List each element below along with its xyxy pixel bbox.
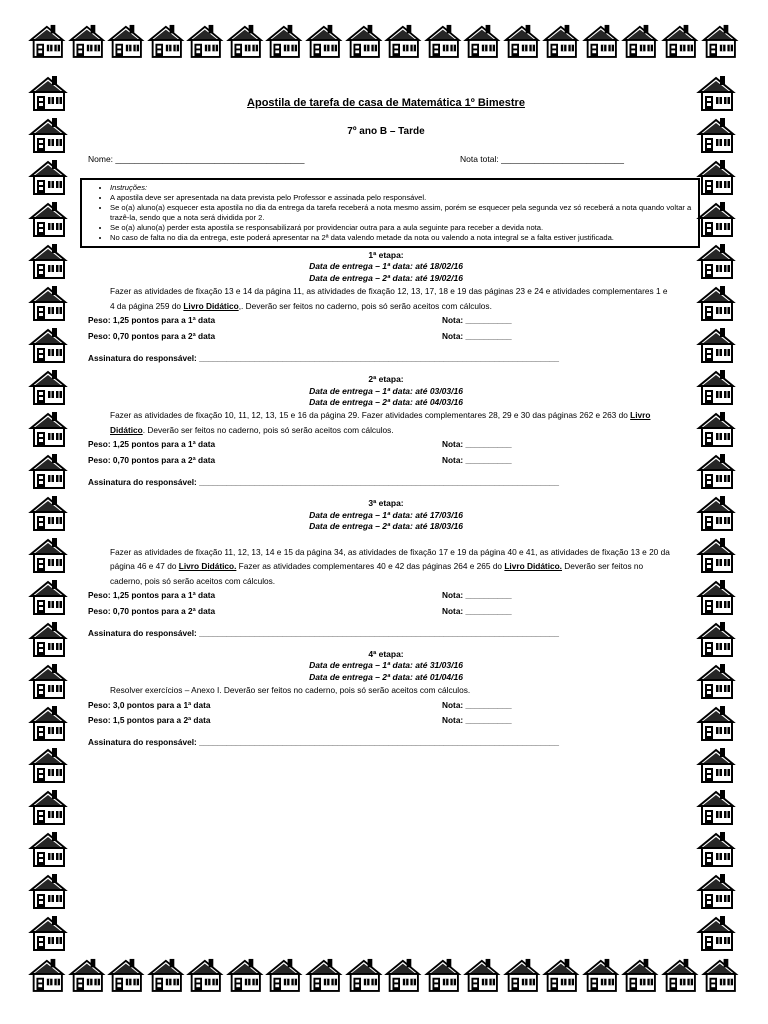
stage-title: 2ª etapa: (368, 374, 404, 385)
grade-field[interactable]: Nota: __________ (442, 605, 512, 616)
stage-2 (88, 374, 684, 488)
house-icon (28, 702, 70, 742)
house-icon (28, 240, 70, 280)
house-icon (696, 324, 738, 364)
stage-date-2: Data de entrega – 2ª data: até 19/02/16 (309, 272, 463, 283)
stage-description: Fazer as atividades de fixação 11, 12, 13, 14 e 15 da página 34, as atividades de fixação 17 e 19 da página 40 e 41, as atividades de fixação 13 e 20 da página 46 e 47 do Livro Didático. Fazer as atividades complementares 40 e 42 das páginas 264 e 265 do Livro Didático. Deverão ser feitos no caderno, pois só serão aceitos com cálculos. (110, 546, 670, 586)
house-icon (701, 954, 741, 994)
weight-row-1: Peso: 3,0 pontos para a 1ª data Nota: __________ (88, 698, 684, 714)
stage-title: 3ª etapa: (368, 498, 404, 509)
house-icon (28, 618, 70, 658)
house-icon (28, 870, 70, 910)
house-icon (107, 20, 147, 60)
stage-date-2: Data de entrega – 2ª data: até 18/03/16 (309, 521, 463, 532)
weight-row-2: Peso: 0,70 pontos para a 2ª data Nota: __________ (88, 329, 684, 345)
stage-1 (88, 250, 684, 364)
stage-4 (88, 649, 684, 749)
house-icon (28, 744, 70, 784)
stage-date-2: Data de entrega – 2ª data: até 04/03/16 (309, 396, 463, 407)
house-icon (28, 20, 68, 60)
house-icon (28, 912, 70, 952)
house-icon (621, 20, 661, 60)
house-icon (696, 702, 738, 742)
house-icon (147, 20, 187, 60)
weight-row-2: Peso: 1,5 pontos para a 2ª data Nota: __________ (88, 713, 684, 729)
house-icon (696, 870, 738, 910)
house-icon (696, 72, 738, 112)
house-icon (28, 408, 70, 448)
house-icon (28, 492, 70, 532)
house-icon (28, 366, 70, 406)
house-icon (107, 954, 147, 994)
house-icon (696, 744, 738, 784)
weight-row-1: Peso: 1,25 pontos para a 1ª data Nota: __________ (88, 588, 684, 604)
house-icon (696, 282, 738, 322)
grade-field[interactable]: Nota: __________ (442, 331, 512, 342)
house-icon (696, 198, 738, 238)
house-icon (621, 954, 661, 994)
grade-field[interactable]: Nota: __________ (442, 455, 512, 466)
house-icon (28, 114, 70, 154)
house-icon (28, 282, 70, 322)
house-icon (582, 20, 622, 60)
instruction-item: • A apostila deve ser apresentada na data prevista pelo Professor e assinada pelo responsável. (110, 193, 692, 203)
grade-field[interactable]: Nota: __________ (442, 715, 512, 726)
house-icon (696, 114, 738, 154)
house-icon (265, 20, 305, 60)
house-icon (28, 324, 70, 364)
house-icon (384, 954, 424, 994)
instruction-item: • Se o(a) aluno(a) perder esta apostila se responsabilizará por providenciar outra para a aula seguinte para receber a devida nota. (110, 223, 692, 233)
house-icon (28, 786, 70, 826)
house-icon (28, 828, 70, 868)
name-field[interactable]: Nome: ________________________________________ (88, 154, 305, 165)
house-icon (345, 954, 385, 994)
house-icon (28, 660, 70, 700)
house-icon (28, 72, 70, 112)
house-icon (28, 450, 70, 490)
house-icon (28, 534, 70, 574)
house-icon (265, 954, 305, 994)
house-icon (186, 954, 226, 994)
weight-row-1: Peso: 1,25 pontos para a 1ª data Nota: __________ (88, 313, 684, 329)
instructions-box (80, 178, 700, 248)
house-icon (542, 954, 582, 994)
house-icon (463, 954, 503, 994)
house-icon (226, 954, 266, 994)
house-icon (68, 954, 108, 994)
house-icon (696, 576, 738, 616)
house-icon (186, 20, 226, 60)
house-icon (661, 20, 701, 60)
border-top (28, 20, 740, 64)
document-page (88, 90, 692, 758)
house-icon (661, 954, 701, 994)
house-icon (582, 954, 622, 994)
house-icon (503, 20, 543, 60)
house-icon (542, 20, 582, 60)
signature-field[interactable]: Assinatura do responsável: ______________________________________________________________________________ (88, 476, 560, 487)
instructions-heading: • Instruções: (110, 183, 692, 193)
house-icon (696, 786, 738, 826)
house-icon (696, 912, 738, 952)
house-icon (305, 954, 345, 994)
house-icon (696, 366, 738, 406)
weight-row-1: Peso: 1,25 pontos para a 1ª data Nota: __________ (88, 437, 684, 453)
house-icon (384, 20, 424, 60)
stage-description: Fazer as atividades de fixação 10, 11, 12, 13, 15 e 16 da página 29. Fazer atividades complementares 28, 29 e 30 das páginas 262 e 263 do Livro Didático. Deverão ser feitos no caderno, pois só serão aceitos com cálculos. (110, 410, 651, 435)
stage-date-1: Data de entrega – 1ª data: até 18/02/16 (309, 261, 463, 272)
stage-title: 4ª etapa: (368, 648, 404, 659)
document-subtitle: 7º ano B – Tarde (347, 125, 425, 137)
grade-field[interactable]: Nota: __________ (442, 439, 512, 450)
signature-field[interactable]: Assinatura do responsável: ______________________________________________________________________________ (88, 352, 560, 363)
house-icon (463, 20, 503, 60)
signature-field[interactable]: Assinatura do responsável: ______________________________________________________________________________ (88, 737, 560, 748)
signature-field[interactable]: Assinatura do responsável: ______________________________________________________________________________ (88, 627, 560, 638)
stage-3 (88, 498, 684, 639)
instruction-item: • Se o(a) aluno(a) esquecer esta apostila no dia da entrega da tarefa receberá a nota mesmo assim, porém se esquecer pela segunda vez só receberá a nota quando voltar a trazê-la, sendo que a nota será dividida por 2. (110, 203, 692, 223)
house-icon (28, 954, 68, 994)
border-left (28, 72, 72, 952)
house-icon (28, 156, 70, 196)
house-icon (424, 20, 464, 60)
house-icon (28, 198, 70, 238)
grade-field[interactable]: Nota: __________ (442, 315, 512, 326)
house-icon (226, 20, 266, 60)
instruction-item: • No caso de falta no dia da entrega, este poderá apresentar na 2ª data valendo metade da nota ou valendo a nota integral se a falta estiver justificada. (110, 233, 692, 243)
house-icon (696, 660, 738, 700)
house-icon (696, 450, 738, 490)
house-icon (696, 828, 738, 868)
house-icon (424, 954, 464, 994)
house-icon (696, 156, 738, 196)
weight-row-2: Peso: 0,70 pontos para a 2ª data Nota: __________ (88, 453, 684, 469)
house-icon (345, 20, 385, 60)
border-bottom (28, 954, 740, 998)
stage-title: 1ª etapa: (368, 249, 404, 260)
stage-date-1: Data de entrega – 1ª data: até 31/03/16 (309, 660, 463, 671)
house-icon (696, 408, 738, 448)
border-right (696, 72, 740, 952)
house-icon (701, 20, 741, 60)
house-icon (696, 618, 738, 658)
document-title: Apostila de tarefa de casa de Matemática 1º Bimestre (247, 97, 525, 109)
house-icon (503, 954, 543, 994)
grade-field[interactable]: Nota: __________ (442, 590, 512, 601)
stage-description: Resolver exercícios – Anexo I. Deverão ser feitos no caderno, pois só serão aceitos com cálculos. (110, 685, 471, 696)
house-icon (696, 240, 738, 280)
house-icon (68, 20, 108, 60)
weight-row-2: Peso: 0,70 pontos para a 2ª data Nota: __________ (88, 604, 684, 620)
stage-date-1: Data de entrega – 1ª data: até 17/03/16 (309, 509, 463, 520)
student-fields (88, 154, 684, 165)
house-icon (28, 576, 70, 616)
stage-date-2: Data de entrega – 2ª data: até 01/04/16 (309, 671, 463, 682)
house-icon (305, 20, 345, 60)
house-icon (696, 492, 738, 532)
stage-description: Fazer as atividades de fixação 13 e 14 da página 11, as atividades de fixação 12, 13, 17, 18 e 19 das páginas 23 e 24 e atividades complementares 1 e 4 da página 259 do Livro Didático,. Deverão ser feitos no caderno, pois só serão aceitos com cálculos. (110, 286, 668, 311)
house-icon (147, 954, 187, 994)
grade-field[interactable]: Nota: __________ (442, 699, 512, 710)
house-icon (696, 534, 738, 574)
stage-date-1: Data de entrega – 1ª data: até 03/03/16 (309, 385, 463, 396)
total-grade-field[interactable]: Nota total: __________________________ (459, 154, 624, 165)
